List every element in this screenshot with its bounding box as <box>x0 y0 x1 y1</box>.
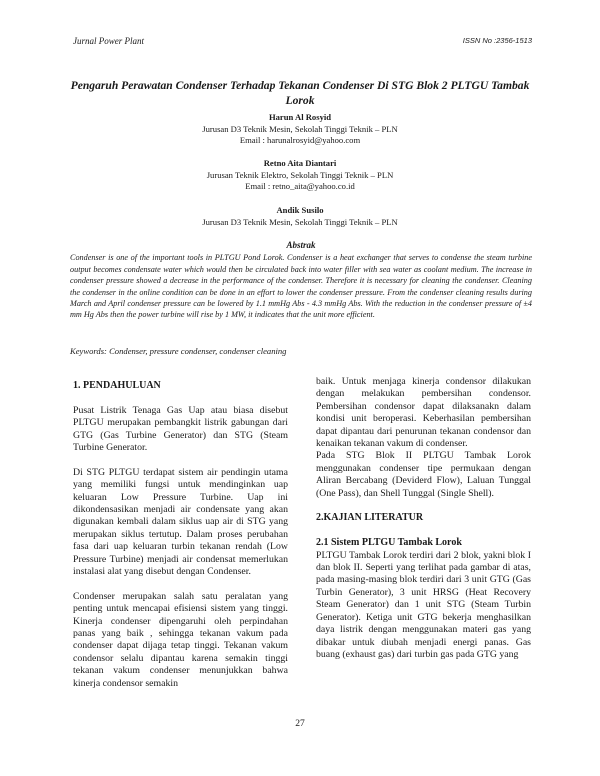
author-affiliation: Jurusan Teknik Elektro, Sekolah Tinggi Teknik – PLN <box>206 169 394 180</box>
right-column <box>316 376 531 661</box>
abstract-text: Condenser is one of the important tools in PLTGU Pond Lorok. Condenser is a heat exchanger that serves to condense the steam turbine output becomes condensate water which would then be circulated back into water filler with sea water as coolant medium. The increase in condenser pressure showed a decrease in the performance of the condenser. Therefore it is necessary for cleaning the condenser. Cleaning the condenser in the online condition can be done in an effort to lower the condenser pressure. From the condenser cleaning results during March and April condenser pressure can be lowered by 1.1 mmHg Abs - 4.3 mmHg Abs. With the reduction in the condenser pressure of ±4 mm Hg Abs then the power turbine will rise by 1 MW, it indicates that the unit more efficient. <box>70 253 532 320</box>
paper-title: Pengaruh Perawatan Condenser Terhadap Tekanan Condenser Di STG Blok 2 PLTGU Tambak Lorok <box>70 79 530 107</box>
abstract <box>70 240 532 321</box>
author-name: Retno Aita Diantari <box>263 158 337 168</box>
subsection-heading: 2.1 Sistem PLTGU Tambak Lorok <box>316 537 462 549</box>
keywords: Keywords: Condenser, pressure condenser, condenser cleaning <box>70 346 287 356</box>
paragraph: baik. Untuk menjaga kinerja condensor dilakukan dengan melakukan pembersihan condensor. Pembersihan condensor dapat dilaksanakn dalam kondisi unit beroperasi. Keberhasilan pembersihan dapat dipantau dari penurunan tekanan condensor dan kenaikan tekanan vakum di condenser. <box>316 376 531 450</box>
running-header <box>73 36 532 50</box>
journal-name: Jurnal Power Plant <box>73 36 144 46</box>
left-column <box>73 380 288 690</box>
issn-number: ISSN No :2356-1513 <box>462 36 532 45</box>
author-1 <box>70 112 530 147</box>
author-name: Harun Al Rosyid <box>268 112 332 122</box>
paragraph: Pada STG Blok II PLTGU Tambak Lorok menggunakan condenser tipe permukaan dengan Aliran Bercabang (Deviderd Flow), Laluan Tunggal (One Pass), dan Shell Tunggal (Single Shell). <box>316 450 531 499</box>
author-email: Email : retno_aita@yahoo.co.id <box>245 181 355 191</box>
section-heading: 1. PENDAHULUAN <box>73 380 161 391</box>
paragraph: PLTGU Tambak Lorok terdiri dari 2 blok, yakni blok I dan blok II. Seperti yang terlihat pada gambar di atas, pada masing-masing blok terdiri dari 3 unit GTG (Gas Turbin Generator), 3 unit HRSG (Heat Recovery Steam Generator) dan 1 unit STG (Steam Turbin Generator). Ketiga unit GTG bekerja menghasilkan daya listrik dengan menggunakan materi gas yang dibakar untuk diubah menjadi energi panas. Gas buang (exhaust gas) dari turbin gas pada GTG yang <box>316 549 531 660</box>
section-heading: 2.KAJIAN LITERATUR <box>316 512 424 524</box>
author-2 <box>70 158 530 193</box>
author-affiliation: Jurusan D3 Teknik Mesin, Sekolah Tinggi Teknik – PLN <box>202 123 398 134</box>
author-3 <box>70 205 530 228</box>
author-name: Andik Susilo <box>276 205 324 215</box>
paragraph: Condenser merupakan salah satu peralatan yang penting untuk mencapai efisiensi sistem yang tinggi. Kinerja condenser dipengaruhi oleh perpindahan panas yang baik , sehingga tekanan vakum pada condenser dapat dijaga tetap tinggi. Tekanan vakum condensor selalu dipantau karena semakin tinggi tekanan vakum condenser menunjukkan bahwa kinerja condensor semakin <box>73 590 288 689</box>
author-email: Email : harunalrosyid@yahoo.com <box>239 135 361 145</box>
paragraph: Pusat Listrik Tenaga Gas Uap atau biasa disebut PLTGU merupakan pembangkit listrik gabungan dari GTG (Gas Turbine Generator) dan STG (Steam Turbine Generator. <box>73 404 288 454</box>
page-number: 27 <box>295 718 305 729</box>
author-affiliation: Jurusan D3 Teknik Mesin, Sekolah Tinggi Teknik – PLN <box>202 216 398 227</box>
abstract-heading: Abstrak <box>286 240 316 250</box>
paragraph: Di STG PLTGU terdapat sistem air pendingin utama yang memiliki fungsi untuk mendinginkan uap keluaran Low Pressure Turbine. Uap ini dikondensasikan menjadi air condensate yang akan digunakan kembali dalam siklus uap air di STG yang merupakan siklus tertutup. Dalam proses perubahan fasa dari uap keluaran turbin tekanan rendah (Low Pressure Turbine) menjadi air condensat memerlukan instalasi alat yang disebut dengan Condenser. <box>73 466 288 578</box>
